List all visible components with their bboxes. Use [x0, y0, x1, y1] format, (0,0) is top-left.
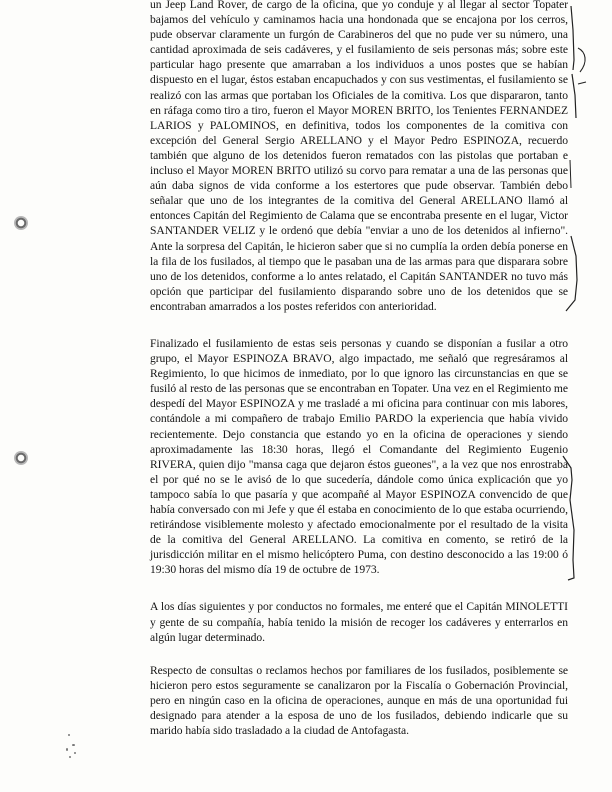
paragraph-3: A los días siguientes y por conductos no formales, me enteré que el Capitán MINOLETTI y gente de su compañía, había tenido la misión de recoger los cadáveres y enterrarlos en algún lugar determinado.	[150, 600, 568, 644]
paragraph-2: Finalizado el fusilamiento de estas seis personas y cuando se disponían a fusilar a otro grupo, el Mayor ESPINOZA BRAVO, algo impactado, me señaló que regresáramos al Regimiento, lo que hicimos de inmediato, por lo que ignoro las circunstancias en que se fusiló al resto de las personas que se encontraban en Topater. Una vez en el Regimiento me despedí del Mayor ESPINOZA y me trasladé a mi oficina para continuar con mis labores, contándole a mi compañero de trabajo Emilio PARDO la experiencia que había vivido recientemente. Dejo constancia que estando yo en la oficina de operaciones y siendo aproximadamente las 18:30 horas, llegó el Comandante del Regimiento Eugenio RIVERA, quien dijo "mansa caga que dejaron éstos gueones", a la vez que nos enrostraba el por qué no se le avisó de lo que sucedería, dándole como única explicación que yo tampoco sabía lo que pasaría y que acompañé al Mayor ESPINOZA convencido de que había conversado con mi Jefe y que él estaba en conocimiento de lo que estaba ocurriendo, retirándose visiblemente molesto y afectado emocionalmente por el resultado de la visita de la comitiva del General ARELLANO. La comitiva en comento, se retiró de la jurisdicción militar en el mismo helicóptero Puma, con destino desconocido a las 19:00 ó 19:30 horas del mismo día 19 de octubre de 1973.	[150, 336, 568, 577]
scan-specks	[58, 730, 88, 770]
paragraph-1: un Jeep Land Rover, de cargo de la oficina, que yo conduje y al llegar al sector Topater bajamos del vehículo y caminamos hacia una hondonada que se encajona por los cerros, pude observar claramente un furgón de Carabineros del que no pude ver su número, una cantidad aproximada de seis cadáveres, y el fusilamiento de seis personas más; sobre este particular hago presente que amarraban a los individuos a unos postes que se habían dispuesto en el lugar, éstos estaban encapuchados y con sus vestimentas, el fusilamiento se realizó con las armas que portaban los Oficiales de la comitiva. Los que dispararon, tanto en ráfaga como tiro a tiro, fueron el Mayor MOREN BRITO, los Tenientes FERNANDEZ LARIOS y PALOMINOS, en definitiva, todos los componentes de la comitiva con excepción del General Sergio ARELLANO y el Mayor Pedro ESPINOZA, recuerdo también que alguno de los detenidos fueron rematados con las pistolas que portaban e incluso el Mayor MOREN BRITO utilizó su corvo para rematar a una de las personas que aún daba signos de vida conforme a los estertores que pude observar. También debo señalar que uno de los integrantes de la comitiva del General ARELLANO llamó al entonces Capitán del Regimiento de Calama que se encontraba presente en el lugar, Victor SANTANDER VELIZ y le ordenó que debía "enviar a uno de los detenidos al infierno". Ante la sorpresa del Capitán, le hicieron saber que si no cumplía la orden debía ponerse en la fila de los fusilados, al tiempo que le pasaban una de las armas para que disparara sobre uno de los detenidos, conforme a lo antes relatado, el Capitán SANTANDER no tuvo más opción que participar del fusilamiento disparando sobre uno de los detenidos que se encontraban amarrados a los postes referidos con anterioridad.	[150, 0, 568, 313]
paragraph-4: Respecto de consultas o reclamos hechos por familiares de los fusilados, posiblemente se hicieron pero estos seguramente se canalizaron por la Fiscalía o Gobernación Provincial, pero en ningún caso en la oficina de operaciones, aunque en más de una oportunidad fui designado para atender a la esposa de uno de los fusilados, debiendo indicarle que su marido había sido trasladado a la ciudad de Antofagasta.	[150, 663, 568, 738]
